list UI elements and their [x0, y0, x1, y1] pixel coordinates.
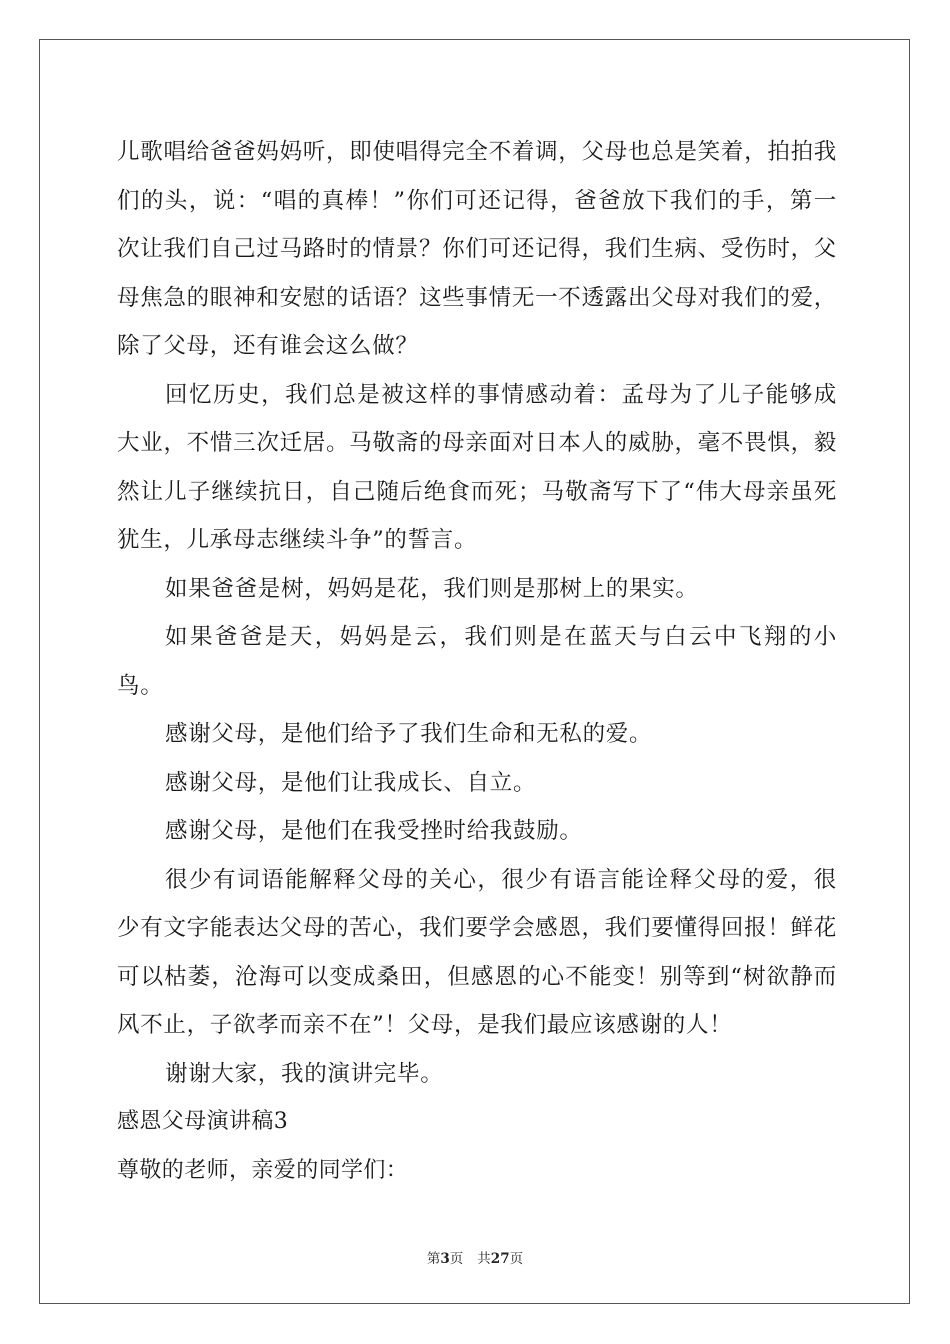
- body-paragraph-8: 很少有词语能解释父母的关心，很少有语言能诠释父母的爱，很少有文字能表达父母的苦心，我们要学会感恩，我们要懂得回报！鲜花可以枯萎，沧海可以变成桑田，但感恩的心不能变！别等到“树欲静而风不止，子欲孝而亲不在”！父母，是我们最应该感谢的人！: [117, 866, 837, 1038]
- document-body: [117, 128, 837, 1195]
- body-paragraph-1: 儿歌唱给爸爸妈妈听，即使唱得完全不着调，父母也总是笑着，拍拍我们的头，说：“唱的真棒！”你们可还记得，爸爸放下我们的手，第一次让我们自己过马路时的情景？你们可还记得，我们生病、受伤时，父母焦急的眼神和安慰的话语？这些事情无一不透露出父母对我们的爱，除了父母，还有谁会这么做？: [117, 139, 837, 359]
- body-paragraph-7: 感谢父母，是他们在我受挫时给我鼓励。: [165, 818, 583, 844]
- total-prefix: 共: [477, 1251, 491, 1267]
- page-footer: [0, 1247, 950, 1267]
- body-paragraph-3: 如果爸爸是树，妈妈是花，我们则是那树上的果实。: [165, 575, 699, 602]
- total-pages: 27: [490, 1251, 510, 1267]
- body-paragraph-4: 如果爸爸是天，妈妈是云，我们则是在蓝天与白云中飞翔的小鸟。: [117, 624, 837, 699]
- total-suffix: 页: [509, 1251, 524, 1267]
- salutation: 尊敬的老师，亲爱的同学们：: [117, 1157, 409, 1183]
- body-paragraph-9: 谢谢大家，我的演讲完毕。: [165, 1060, 444, 1087]
- page-prefix: 第: [426, 1251, 441, 1267]
- body-paragraph-5: 感谢父母，是他们给予了我们生命和无私的爱。: [165, 721, 653, 747]
- section-title: 感恩父母演讲稿3: [117, 1109, 289, 1134]
- page-suffix: 页: [449, 1251, 464, 1267]
- body-paragraph-6: 感谢父母，是他们让我成长、自立。: [165, 769, 537, 796]
- body-paragraph-2: 回忆历史，我们总是被这样的事情感动着：孟母为了儿子能够成大业，不惜三次迁居。马敬斋的母亲面对日本人的威胁，毫不畏惧，毅然让儿子继续抗日，自己随后绝食而死；马敬斋写下了“伟大母亲虽死犹生，儿承母志继续斗争”的誓言。: [117, 381, 837, 553]
- page-number: 3: [440, 1251, 450, 1267]
